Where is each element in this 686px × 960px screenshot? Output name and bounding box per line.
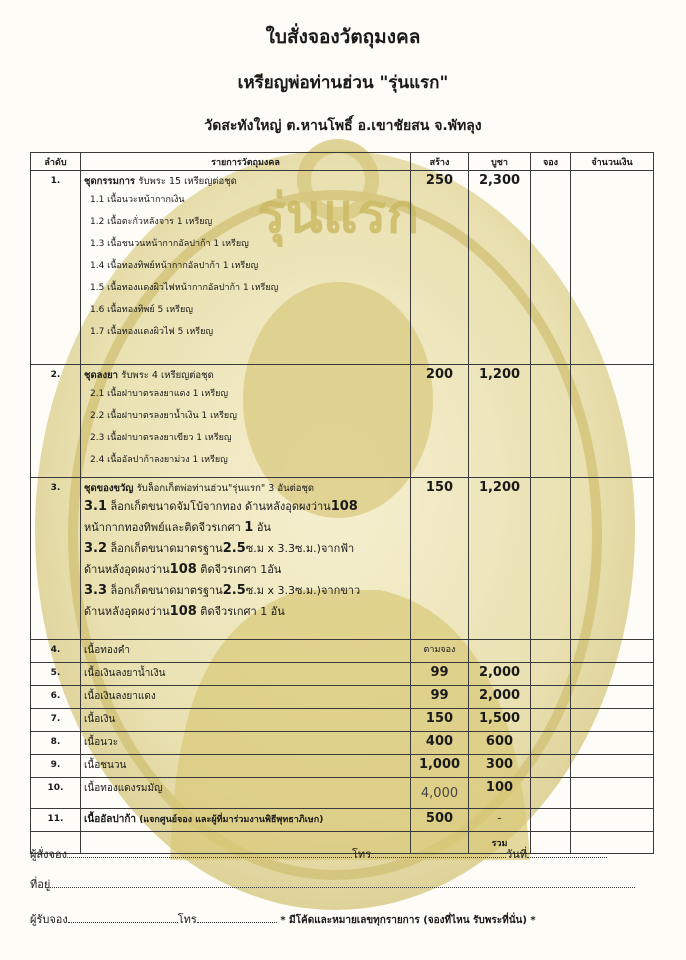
- row-no: 5.: [31, 663, 81, 686]
- list-item: 2.1 เนื้อฝาบาตรลงยาแดง 1 เหรียญ: [90, 389, 229, 399]
- table-row: [31, 171, 654, 365]
- phone-label: โทร: [351, 848, 372, 861]
- total-label: รวม: [469, 832, 531, 854]
- list-item: 1.1 เนื้อนวะหน้ากากเงิน: [90, 195, 185, 205]
- receiver-label: ผู้รับจอง: [30, 913, 68, 926]
- col-header-amount: จำนวนเงิน: [571, 153, 654, 171]
- watermark-text: รุ่นแรก: [256, 182, 420, 245]
- row-price: -: [469, 809, 531, 832]
- list-item: ด้านหลังอุดผงว่าน108 ติดจีวรเกศา 1อัน: [84, 562, 282, 577]
- row-desc: [81, 365, 411, 478]
- set-title: ชุดลงยา รับพระ 4 เหรียญต่อชุด: [84, 370, 214, 381]
- table-row: [31, 365, 654, 478]
- table-row: [31, 755, 654, 778]
- col-header-reserve: จอง: [531, 153, 571, 171]
- col-header-created: สร้าง: [411, 153, 469, 171]
- row-amount-cell[interactable]: [571, 755, 654, 778]
- list-item: 3.3 ล็อกเก็ตขนาดมาตรฐาน2.5ซ.ม x 3.3ซ.ม.)จากขาว: [84, 583, 361, 598]
- row-price: 1,200: [469, 478, 531, 640]
- row-price: 2,000: [469, 663, 531, 686]
- row-reserve-cell[interactable]: [531, 686, 571, 709]
- row-created: 150: [411, 478, 469, 640]
- row-reserve-cell[interactable]: [531, 663, 571, 686]
- row-desc: เนื้อทองแดงรมมัญ: [81, 778, 411, 809]
- row-amount-cell[interactable]: [571, 809, 654, 832]
- row-price: 1,200: [469, 365, 531, 478]
- row-amount-cell[interactable]: [571, 365, 654, 478]
- phone-field[interactable]: [371, 847, 506, 858]
- table-row: [31, 478, 654, 640]
- row-reserve-cell[interactable]: [531, 640, 571, 663]
- row-amount-cell[interactable]: [571, 663, 654, 686]
- row-created: 200: [411, 365, 469, 478]
- col-header-price: บูชา: [469, 153, 531, 171]
- list-item: ด้านหลังอุดผงว่าน108 ติดจีวรเกศา 1 อัน: [84, 604, 285, 619]
- row-reserve-cell[interactable]: [531, 732, 571, 755]
- table-row: [31, 663, 654, 686]
- footer-receiver-line: [30, 910, 536, 928]
- row-price: 100: [469, 778, 531, 809]
- row-created: ตามจอง: [411, 640, 469, 663]
- col-header-no: ลำดับ: [31, 153, 81, 171]
- page-subtitle: เหรียญพ่อท่านฮ่วน "รุ่นแรก": [237, 73, 449, 93]
- row-desc: เนื้ออัลปาก้า (แจกศูนย์จอง และผู้ที่มาร่วมงานพิธีพุทธาภิเษก): [81, 809, 411, 832]
- row-amount-cell[interactable]: [571, 732, 654, 755]
- date-label: วันที่: [506, 848, 527, 861]
- row-desc: [81, 478, 411, 640]
- order-table: [30, 152, 654, 854]
- table-row: [31, 640, 654, 663]
- page-title: ใบสั่งจองวัตถุมงคล: [265, 26, 421, 48]
- row-created: 250: [411, 171, 469, 365]
- row-no: 9.: [31, 755, 81, 778]
- col-header-item: รายการวัตถุมงคล: [81, 153, 411, 171]
- orderer-field[interactable]: [67, 847, 352, 858]
- row-price: 600: [469, 732, 531, 755]
- row-no: 8.: [31, 732, 81, 755]
- row-created: 4,000: [411, 778, 469, 809]
- row-reserve-cell[interactable]: [531, 778, 571, 809]
- row-amount-cell[interactable]: [571, 709, 654, 732]
- row-no: 10.: [31, 778, 81, 809]
- set-title: ชุดของขวัญ รับล็อกเก็ตพ่อท่านฮ่วน"รุ่นแรก" 3 อันต่อชุด: [84, 483, 315, 494]
- row-price: 2,300: [469, 171, 531, 365]
- row-price: 1,500: [469, 709, 531, 732]
- row-amount-cell[interactable]: [571, 640, 654, 663]
- row-price: 2,000: [469, 686, 531, 709]
- row-no: 6.: [31, 686, 81, 709]
- receiver-phone-label: โทร: [177, 913, 197, 926]
- row-reserve-cell[interactable]: [531, 709, 571, 732]
- row-created: 150: [411, 709, 469, 732]
- date-field[interactable]: [527, 847, 607, 858]
- row-amount-cell[interactable]: [571, 778, 654, 809]
- list-item: 3.1 ล็อกเก็ตขนาดจัมโบ้จากทอง ด้านหลังอุดผงว่าน108: [84, 499, 358, 514]
- row-reserve-cell[interactable]: [531, 809, 571, 832]
- row-amount-cell[interactable]: [571, 171, 654, 365]
- row-desc: เนื้อเงินลงยาแดง: [81, 686, 411, 709]
- list-item: 1.5 เนื้อทองแดงผิวไฟหน้ากากอัลปาก้า 1 เหรียญ: [90, 283, 279, 293]
- table-row: [31, 686, 654, 709]
- row-reserve-cell[interactable]: [531, 365, 571, 478]
- table-row: [31, 732, 654, 755]
- row-desc: เนื้อเงินลงยาน้ำเงิน: [81, 663, 411, 686]
- row-created: 99: [411, 686, 469, 709]
- table-header-row: [31, 153, 654, 171]
- receiver-field[interactable]: [68, 912, 178, 923]
- footer-orderer-line: [30, 845, 607, 863]
- list-item: 1.2 เนื้อตะกั่วหลังจาร 1 เหรียญ: [90, 217, 213, 227]
- row-no: 7.: [31, 709, 81, 732]
- table-row: [31, 709, 654, 732]
- row-desc: เนื้อชนวน: [81, 755, 411, 778]
- footer-note: * มีโค้ดและหมายเลขทุกรายการ (จองที่ไหน รับพระที่นั่น) *: [280, 915, 536, 926]
- receiver-phone-field[interactable]: [197, 912, 277, 923]
- row-reserve-cell[interactable]: [531, 171, 571, 365]
- row-created: 99: [411, 663, 469, 686]
- orderer-label: ผู้สั่งจอง: [30, 848, 67, 861]
- footer-address-line: [30, 875, 635, 893]
- list-item: 1.7 เนื้อทองแดงผิวไฟ 5 เหรียญ: [90, 327, 214, 337]
- table-row: [31, 809, 654, 832]
- table-row: [31, 778, 654, 809]
- list-item: 1.4 เนื้อทองทิพย์หน้ากากอัลปาก้า 1 เหรียญ: [90, 261, 259, 271]
- row-desc: เนื้อทองคำ: [81, 640, 411, 663]
- row-price: 300: [469, 755, 531, 778]
- row-created: 1,000: [411, 755, 469, 778]
- row-amount-cell[interactable]: [571, 478, 654, 640]
- list-item: 3.2 ล็อกเก็ตขนาดมาตรฐาน2.5ซ.ม x 3.3ซ.ม.)จากฟ้า: [84, 541, 355, 556]
- address-field[interactable]: [50, 877, 635, 888]
- row-no: 3.: [31, 478, 81, 640]
- list-item: 2.4 เนื้ออัลปาก้าลงยาม่วง 1 เหรียญ: [90, 455, 228, 465]
- row-reserve-cell[interactable]: [531, 755, 571, 778]
- address-label: ที่อยู่: [30, 878, 51, 891]
- row-price: [469, 640, 531, 663]
- list-item: หน้ากากทองทิพย์และติดจีวรเกศา 1 อัน: [84, 520, 271, 535]
- row-no: 2.: [31, 365, 81, 478]
- list-item: 2.2 เนื้อฝาบาตรลงยาน้ำเงิน 1 เหรียญ: [90, 411, 237, 421]
- row-desc: เนื้อเงิน: [81, 709, 411, 732]
- temple-location: วัดสะทังใหญ่ ต.หานโพธิ์ อ.เขาชัยสน จ.พัทลุง: [204, 118, 482, 134]
- set-title: ชุดกรรมการ รับพระ 15 เหรียญต่อชุด: [84, 176, 237, 187]
- list-item: 1.3 เนื้อชนวนหน้ากากอัลปาก้า 1 เหรียญ: [90, 239, 249, 249]
- row-no: 11.: [31, 809, 81, 832]
- list-item: 2.3 เนื้อฝาบาตรลงยาเขียว 1 เหรียญ: [90, 433, 232, 443]
- row-amount-cell[interactable]: [571, 686, 654, 709]
- row-reserve-cell[interactable]: [531, 478, 571, 640]
- list-item: 1.6 เนื้อทองทิพย์ 5 เหรียญ: [90, 305, 193, 315]
- row-desc: [81, 171, 411, 365]
- row-no: 1.: [31, 171, 81, 365]
- row-desc: เนื้อนวะ: [81, 732, 411, 755]
- row-created: 400: [411, 732, 469, 755]
- row-no: 4.: [31, 640, 81, 663]
- row-created: 500: [411, 809, 469, 832]
